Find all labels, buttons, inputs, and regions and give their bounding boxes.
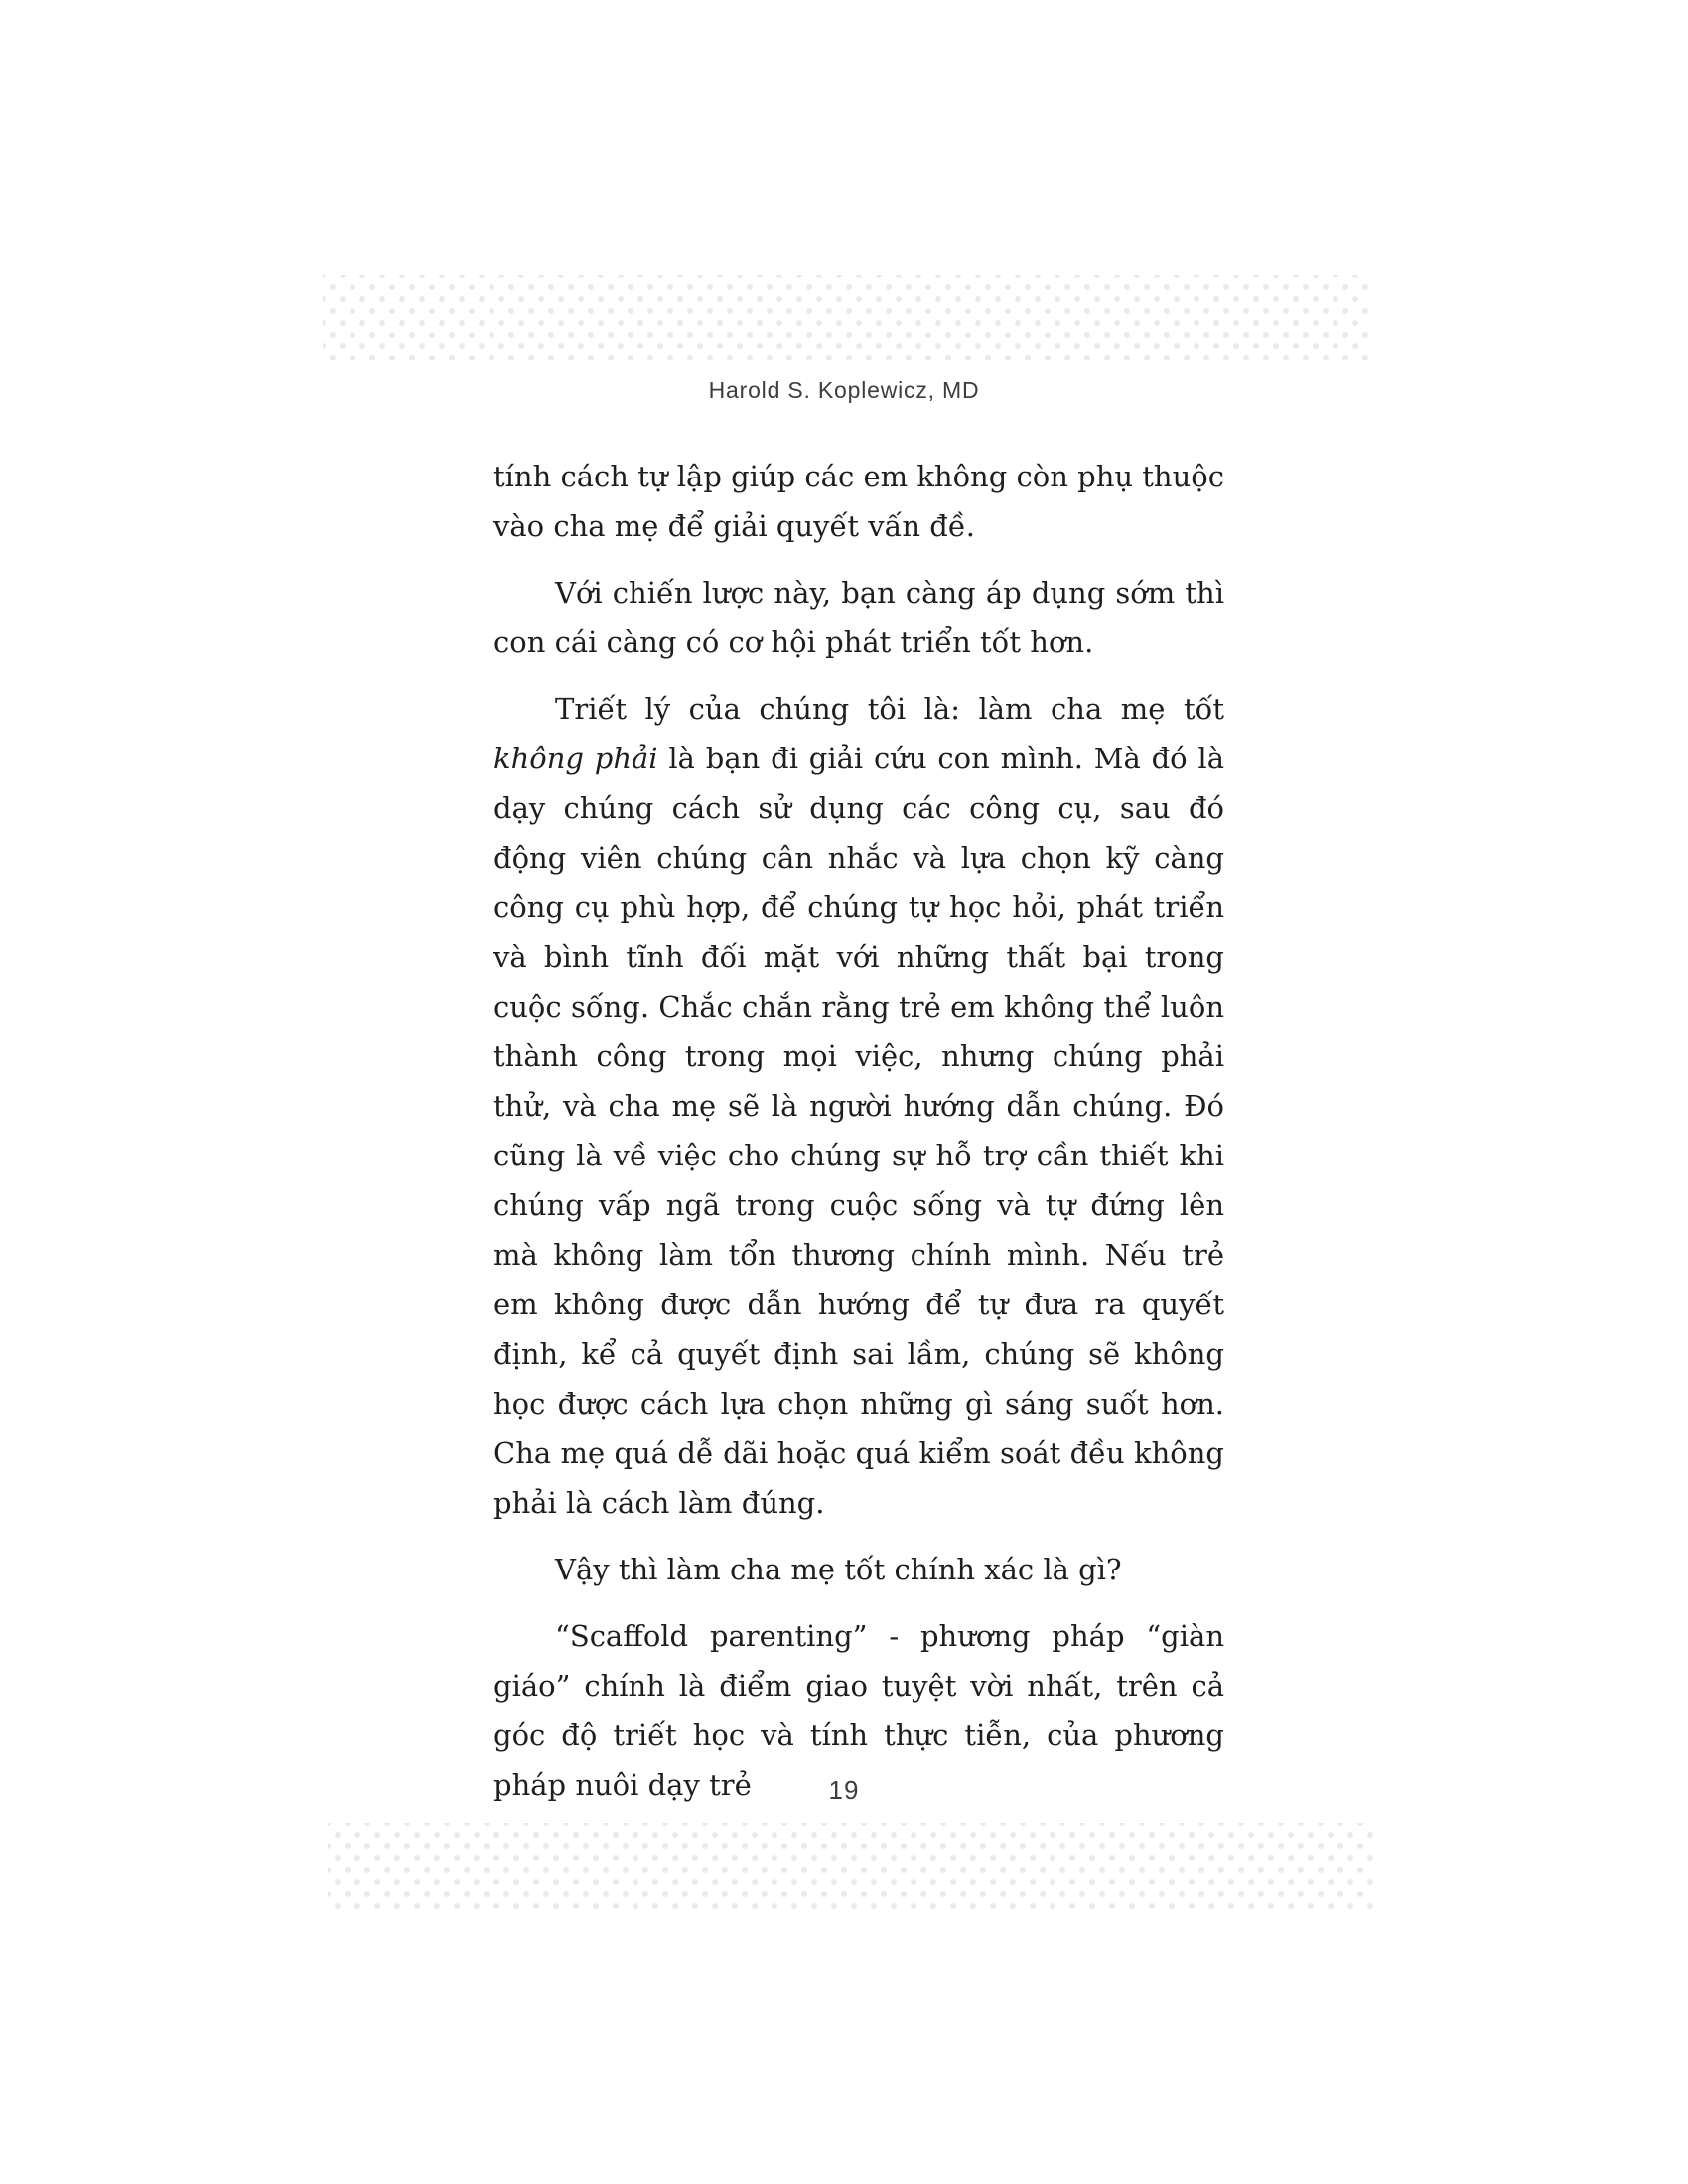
- running-header: Harold S. Koplewicz, MD: [708, 377, 980, 403]
- paragraph: [493, 684, 1224, 1528]
- text-run-italic: không phải: [493, 742, 658, 775]
- page-number: 19: [828, 1775, 860, 1805]
- paragraph: [493, 1545, 1224, 1594]
- decorative-dot-pattern-top: [323, 275, 1370, 360]
- text-run: là bạn đi giải cứu con mình. Mà đó là dạy chúng cách sử dụng các công cụ, sau đó động viên chúng cân nhắc và lựa chọn kỹ càng công cụ phù hợp, để chúng tự học hỏi, phát triển và bình tĩnh đối mặt với những thất bại trong cuộc sống. Chắc chắn rằng trẻ em không thể luôn thành công trong mọi việc, nhưng chúng phải thử, và cha mẹ sẽ là người hướng dẫn chúng. Đó cũng là về việc cho chúng sự hỗ trợ cần thiết khi chúng vấp ngã trong cuộc sống và tự đứng lên mà không làm tổn thương chính mình. Nếu trẻ em không được dẫn hướng để tự đưa ra quyết định, kể cả quyết định sai lầm, chúng sẽ không học được cách lựa chọn những gì sáng suốt hơn. Cha mẹ quá dễ dãi hoặc quá kiểm soát đều không phải là cách làm đúng.: [493, 742, 1224, 1520]
- text-run: Với chiến lược này, bạn càng áp dụng sớm thì con cái càng có cơ hội phát triển tốt hơn.: [493, 576, 1224, 659]
- paragraph: [493, 568, 1224, 667]
- decorative-dot-pattern-bottom: [328, 1823, 1375, 1914]
- text-run: tính cách tự lập giúp các em không còn phụ thuộc vào cha mẹ để giải quyết vấn đề.: [493, 460, 1224, 543]
- paragraph: [493, 452, 1224, 551]
- text-run: “Scaffold parenting” - phương pháp “giàn giáo” chính là điểm giao tuyệt vời nhất, trên cả góc độ triết học và tính thực tiễn, của phương pháp nuôi dạy trẻ: [493, 1619, 1224, 1802]
- body-text: [493, 452, 1224, 1810]
- text-run: Triết lý của chúng tôi là: làm cha mẹ tốt: [555, 692, 1224, 726]
- text-run: Vậy thì làm cha mẹ tốt chính xác là gì?: [555, 1553, 1122, 1586]
